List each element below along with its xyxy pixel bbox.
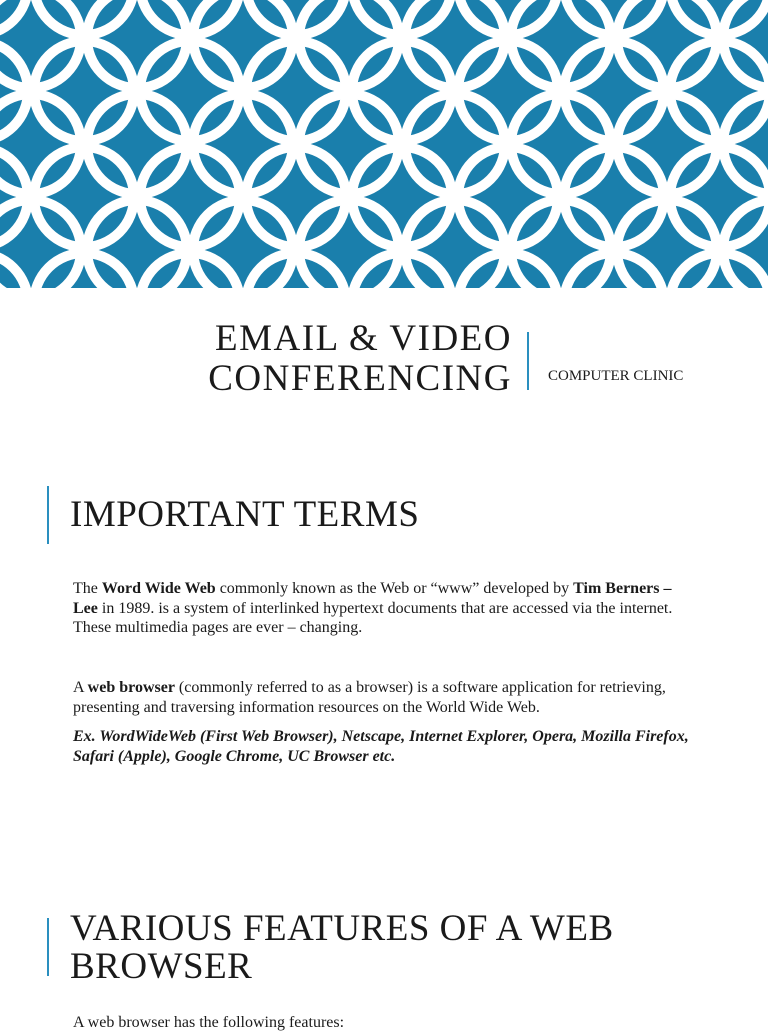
presentation-title	[208, 319, 512, 399]
accent-bar	[47, 486, 49, 544]
browser-examples: Ex. WordWideWeb (First Web Browser), Netscape, Internet Explorer, Opera, Mozilla Firefox, Safari (Apple), Google Chrome, UC Browser etc.	[73, 728, 689, 765]
paragraph-www: The Word Wide Web commonly known as the Web or “www” developed by Tim Berners – Lee in 1989. is a system of interlinked hypertext documents that are accessed via the internet. These multimedia pages are ever – changing.	[73, 580, 673, 636]
circle-pattern-graphic	[0, 0, 768, 288]
title-line-1: EMAIL & VIDEO	[215, 318, 512, 359]
header-banner	[0, 0, 768, 288]
title-divider	[527, 332, 529, 390]
section-heading: IMPORTANT TERMS	[70, 494, 420, 535]
title-line-2: CONFERENCING	[208, 358, 512, 399]
term-world-wide-web: Word Wide Web	[101, 580, 216, 597]
features-intro: A web browser has the following features:	[73, 1014, 345, 1031]
section-heading	[70, 910, 614, 986]
term-tim-berners-lee: Tim Berners – Lee	[73, 580, 672, 617]
heading-line-2: BROWSER	[70, 946, 253, 987]
heading-line-1: VARIOUS FEATURES OF A WEB	[70, 908, 614, 949]
paragraph-web-browser: A web browser (commonly referred to as a browser) is a software application for retrieving, presenting and traversing information resources on the World Wide Web.	[73, 679, 666, 716]
presentation-subtitle: COMPUTER CLINIC	[548, 368, 684, 384]
title-slide	[0, 288, 768, 428]
accent-bar	[47, 918, 49, 976]
term-web-browser: web browser	[87, 679, 175, 696]
